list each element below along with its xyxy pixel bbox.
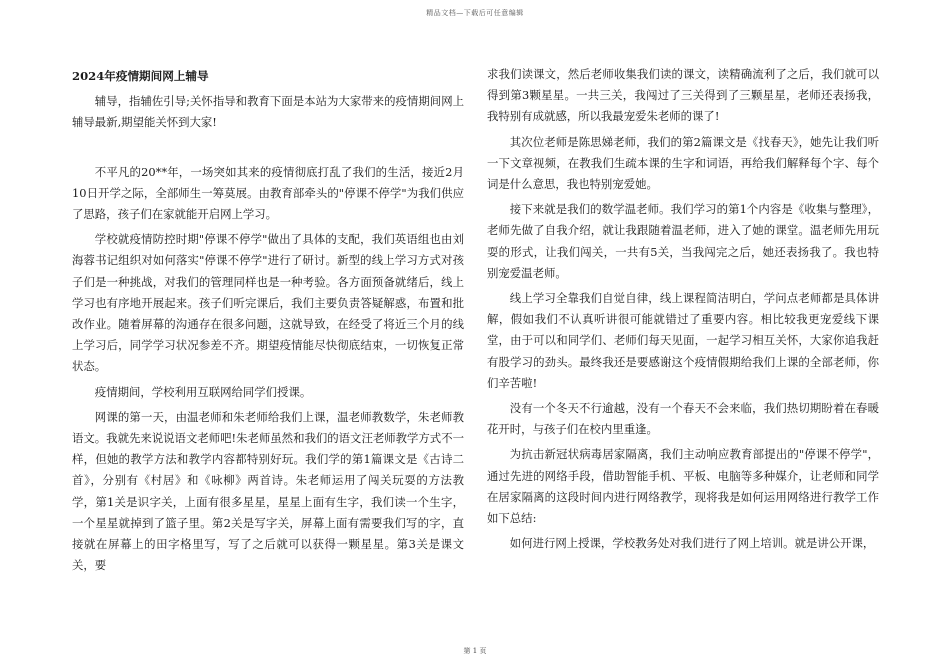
paragraph: 线上学习全靠我们自觉自律，线上课程简洁明白，学问点老师都是具体讲解，假如我们不认真听讲很可能就错过了重要内容。相比较我更宠爱线下课堂，由于可以和同学们、老师们每天见面，一起学习相互关怀，大家你追我赶有股学习的劲头。最终我还是要感谢这个疫情假期给我们上课的全部老师，你们辛苦啦! <box>487 291 879 390</box>
paragraph: 为抗击新冠状病毒居家隔离，我们主动响应教育部提出的"停课不停学"，通过先进的网络手段，借助智能手机、平板、电脑等多种媒介，让老师和同学在居家隔离的这段时间内进行网络教学，现将我是如何运用网络进行教学工作如下总结: <box>487 447 879 526</box>
paragraph: 疫情期间，学校利用互联网给同学们授课。 <box>94 384 312 399</box>
paragraph-gap <box>72 138 464 162</box>
paragraph: 学校就疫情防控时期"停课不停学"做出了具体的支配，我们英语组也由刘海蓉书记组织对如何落实"停课不停学"进行了研讨。新型的线上学习方式对孩子们是一种挑战，对我们的管理同样也是一种考验。各方面预备就绪后，线上学习也有序地开展起来。孩子们听完课后，我们主要负责答疑解惑，布置和批改作业。随着屏幕的沟通存在很多问题，这就导致，在经受了将近三个月的线上学习后，同学学习状况参差不齐。期望疫情能尽快彻底结束，一切恢复正常状态。 <box>72 232 464 374</box>
page-number: 第 1 页 <box>463 647 487 655</box>
paragraph: 接下来就是我们的数学温老师。我们学习的第1个内容是《收集与整理》，老师先做了自我介绍，就让我跟随着温老师，进入了她的课堂。温老师先用玩耍的形式，让我们闯关，一共有5关，当我闯完之后，她还表扬我了。我也特别宠爱温老师。 <box>487 202 879 280</box>
page-header: 精品文档—下载后可任意编辑 <box>426 9 524 17</box>
paragraph: 没有一个冬天不行逾越，没有一个春天不会来临，我们热切期盼着在春暖花开时，与孩子们在校内里重逢。 <box>487 401 879 437</box>
left-column <box>72 66 464 580</box>
paragraph: 如何进行网上授课，学校教务处对我们进行了网上培训。就是讲公开课， <box>509 536 875 551</box>
paragraph-continuation: 求我们读课文，然后老师收集我们读的课文，读精确流利了之后，我们就可以得到第3颗星星。一共三关，我闯过了三关得到了三颗星星，老师还表扬我，我特别有成就感，所以我最宠爱朱老师的课了! <box>487 67 879 124</box>
paragraph: 其次位老师是陈思娣老师，我们的第2篇课文是《找春天》，她先让我们听一下文章视频，在教我们生疏本课的生字和词语，再给我们解释每个字、每个词是什么意思，我也特别宠爱她。 <box>487 134 879 192</box>
right-column <box>487 64 879 558</box>
document-title: 2024年疫情期间网上辅导 <box>72 69 209 83</box>
paragraph: 网课的第一天，由温老师和朱老师给我们上课，温老师教数学，朱老师教语文。我就先来说说语文老师吧!朱老师虽然和我们的语文汪老师教学方式不一样，但她的教学方法和教学内容都特别好玩。我们学的第1篇课文是《古诗二首》，分别有《村居》和《咏柳》两首诗。朱老师运用了闯关玩耍的方法教学，第1关是识字关，上面有很多星星，星星上面有生字，我们读一个生字，一个星星就掉到了篮子里。第2关是写字关，屏幕上面有需要我们写的字，直接就在屏幕上的田字格里写，写了之后就可以获得一颗星星。第3关是课文关，要 <box>72 409 464 573</box>
paragraph: 不平凡的20**年，一场突如其来的疫情彻底打乱了我们的生活，接近2月10日开学之际，全部师生一筹莫展。由教育部牵头的"停课不停学"为我们供应了思路，孩子们在家就能开启网上学习。 <box>72 164 464 222</box>
paragraph: 辅导，指辅佐引导;关怀指导和教育下面是本站为大家带来的疫情期间网上辅导最新,期望能关怀到大家! <box>72 94 464 130</box>
